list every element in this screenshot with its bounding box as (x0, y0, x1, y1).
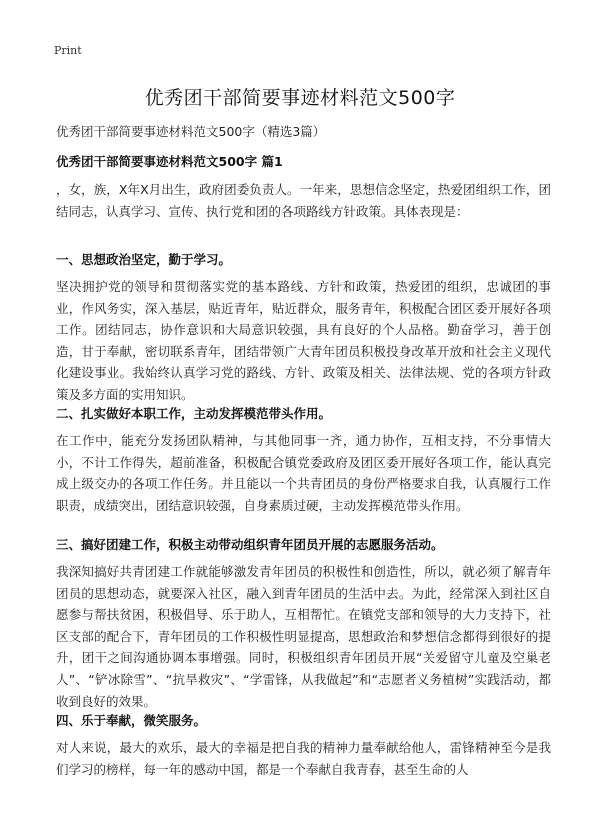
section-heading-1: 一、思想政治坚定，勤于学习。 (56, 252, 232, 267)
subtitle: 优秀团干部简要事迹材料范文500字（精选3篇） (56, 124, 326, 139)
section-heading-3: 三、搞好团建工作，积极主动带动组织青年团员开展的志愿服务活动。 (56, 537, 444, 552)
page-title: 优秀团干部简要事迹材料范文500字 (144, 87, 456, 109)
section-body-3: 我深知搞好共青团建工作就能够激发青年团员的积极性和创造性，所以，就必须了解青年团员的思想动态，就要深入社区，融入到青年团员的生活中去。为此，经常深入到社区自愿参与帮扶贫困，积极倡导、乐于助人，互相帮忙。在镇党支部和领导的大力支持下，社区支部的配合下，青年团员的工作积极性明显提高，思想政治和梦想信念都得到很好的提升，团干之间沟通协调本事增强。同时，积极组织青年团员开展“关爱留守儿童及空巢老人”、“铲冰除雪”、“抗旱救灾”、“学雷锋，从我做起”和“志愿者义务植树”实践活动，都收到良好的效果。 (56, 564, 551, 709)
section-heading-4: 四、乐于奉献，微笑服务。 (56, 713, 207, 728)
section-body-1: 坚决拥护党的领导和贯彻落实党的基本路线、方针和政策，热爱团的组织，忠诚团的事业，作风务实，深入基层，贴近青年，贴近群众，服务青年，积极配合团区委开展好各项工作。团结同志，协作意识和大局意识较强，具有良好的个人品格。勤奋学习，善于创造，甘于奉献，密切联系青年，团结带领广大青年团员积极投身改革开放和社会主义现代化建设事业。我始终认真学习党的路线、方针、政策及相关、法律法规、党的各项方针政策及多方面的实用知识。 (56, 279, 551, 402)
print-label: Print (54, 44, 82, 57)
section-heading-2: 二、扎实做好本职工作，主动发挥模范带头作用。 (56, 406, 332, 421)
section-body-2: 在工作中，能充分发扬团队精神，与其他同事一齐，通力协作，互相支持，不分事情大小，不计工作得失，超前准备，积极配合镇党委政府及团区委开展好各项工作，能认真完成上级交办的各项工作任务。并且能以一个共青团员的身份严格要求自我，认真履行工作职责，成绩突出，团结意识较强，自身素质过硬，主动发挥模范带头作用。 (56, 433, 551, 513)
intro-paragraph: ，女，族，X年X月出生，政府团委负责人。一年来，思想信念坚定，热爱团组织工作，团结同志，认真学习、宣传、执行党和团的各项路线方针政策。具体表现是： (56, 182, 551, 219)
section-body-4: 对人来说，最大的欢乐，最大的幸福是把自我的精神力量奉献给他人，雷锋精神至今是我们学习的榜样，每一年的感动中国，都是一个奉献自我青春，甚至生命的人 (56, 740, 551, 777)
article-title: 优秀团干部简要事迹材料范文500字 篇1 (56, 154, 283, 169)
